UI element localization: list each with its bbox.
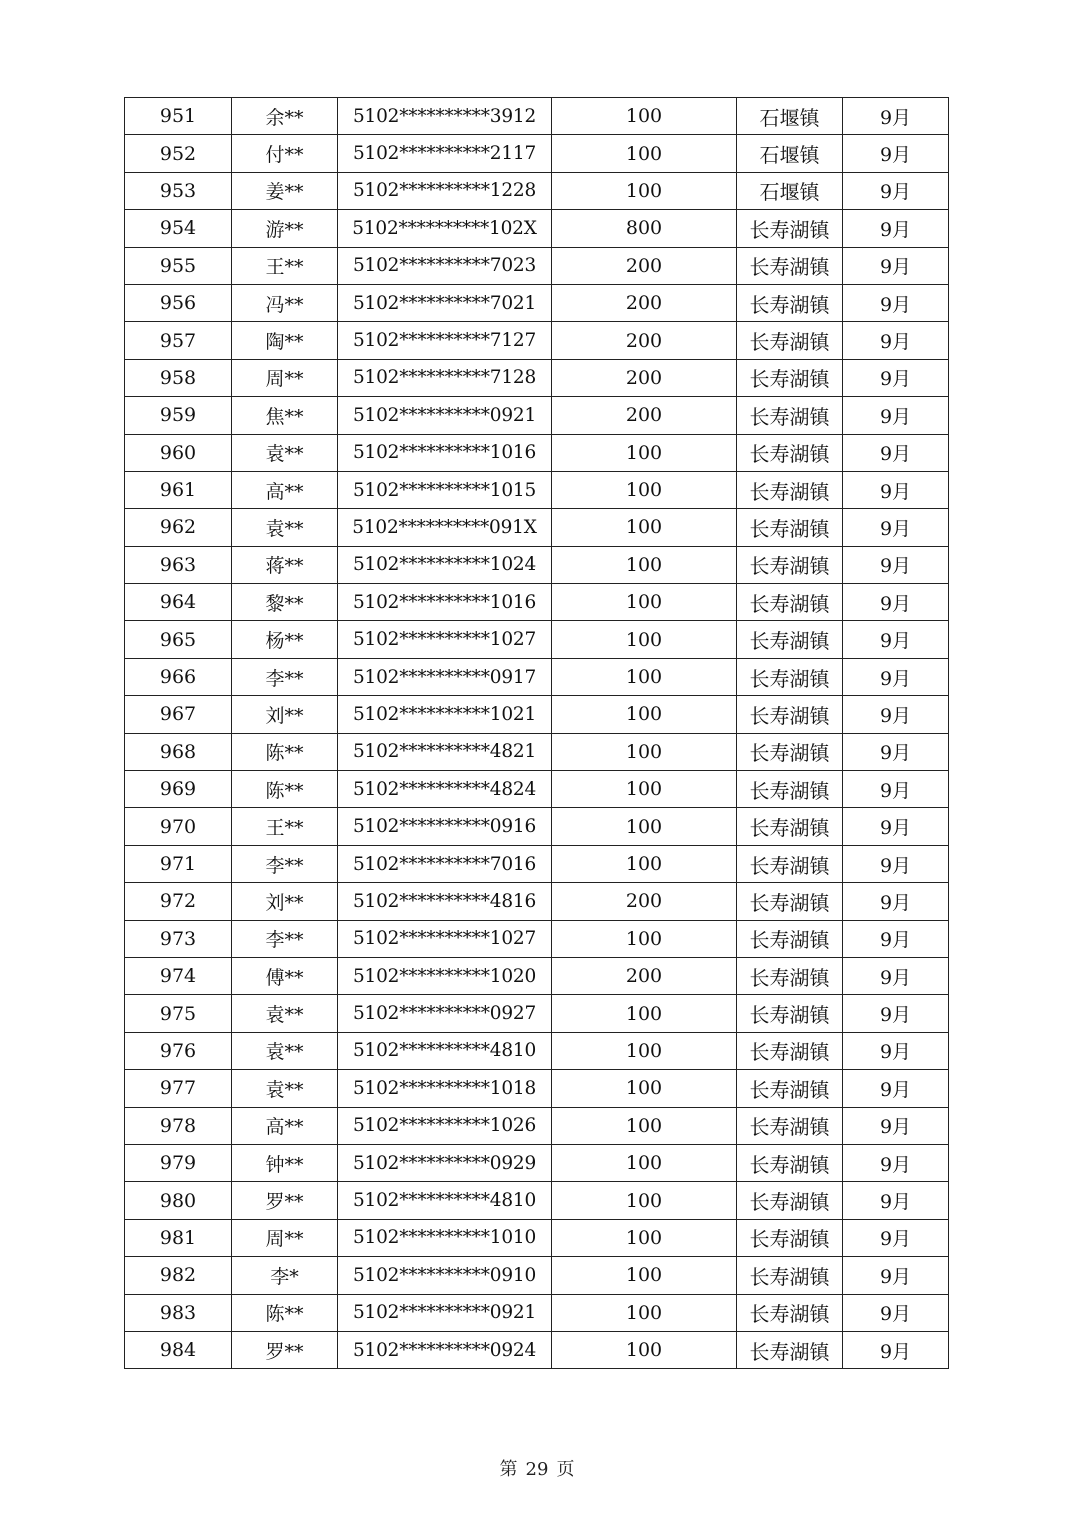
amount-cell: 100 xyxy=(552,509,737,546)
amount-cell: 100 xyxy=(552,1219,737,1256)
data-table xyxy=(124,97,949,1369)
month-cell: 9月 xyxy=(843,696,949,733)
month-cell: 9月 xyxy=(843,808,949,845)
row-number: 978 xyxy=(125,1107,232,1144)
month-cell: 9月 xyxy=(843,210,949,247)
id-number-cell: 5102**********1021 xyxy=(338,696,552,733)
table-row xyxy=(125,1294,949,1331)
amount-cell: 100 xyxy=(552,546,737,583)
town-cell: 石堰镇 xyxy=(737,172,843,209)
month-cell: 9月 xyxy=(843,1219,949,1256)
month-cell: 9月 xyxy=(843,1144,949,1181)
id-number-cell: 5102**********1228 xyxy=(338,172,552,209)
name-cell: 刘** xyxy=(232,696,338,733)
id-number-cell: 5102**********7021 xyxy=(338,284,552,321)
id-number-cell: 5102**********7127 xyxy=(338,322,552,359)
row-number: 965 xyxy=(125,621,232,658)
month-cell: 9月 xyxy=(843,172,949,209)
amount-cell: 100 xyxy=(552,920,737,957)
row-number: 952 xyxy=(125,135,232,172)
month-cell: 9月 xyxy=(843,359,949,396)
row-number: 970 xyxy=(125,808,232,845)
amount-cell: 100 xyxy=(552,1144,737,1181)
town-cell: 长寿湖镇 xyxy=(737,284,843,321)
row-number: 981 xyxy=(125,1219,232,1256)
row-number: 968 xyxy=(125,733,232,770)
table-row xyxy=(125,322,949,359)
id-number-cell: 5102**********4821 xyxy=(338,733,552,770)
id-number-cell: 5102**********0924 xyxy=(338,1331,552,1368)
amount-cell: 100 xyxy=(552,1182,737,1219)
amount-cell: 200 xyxy=(552,284,737,321)
id-number-cell: 5102**********7016 xyxy=(338,845,552,882)
row-number: 954 xyxy=(125,210,232,247)
month-cell: 9月 xyxy=(843,771,949,808)
table-row xyxy=(125,696,949,733)
table-row xyxy=(125,471,949,508)
page-footer-suffix: 页 xyxy=(556,1459,575,1480)
amount-cell: 100 xyxy=(552,733,737,770)
id-number-cell: 5102**********1016 xyxy=(338,584,552,621)
name-cell: 袁** xyxy=(232,1070,338,1107)
name-cell: 袁** xyxy=(232,434,338,471)
table-row xyxy=(125,845,949,882)
id-number-cell: 5102**********0921 xyxy=(338,397,552,434)
row-number: 973 xyxy=(125,920,232,957)
town-cell: 长寿湖镇 xyxy=(737,359,843,396)
table-row xyxy=(125,284,949,321)
table-row xyxy=(125,1144,949,1181)
table-row xyxy=(125,771,949,808)
id-number-cell: 5102**********1020 xyxy=(338,957,552,994)
name-cell: 钟** xyxy=(232,1144,338,1181)
row-number: 962 xyxy=(125,509,232,546)
town-cell: 长寿湖镇 xyxy=(737,621,843,658)
town-cell: 长寿湖镇 xyxy=(737,1070,843,1107)
name-cell: 高** xyxy=(232,471,338,508)
row-number: 969 xyxy=(125,771,232,808)
row-number: 979 xyxy=(125,1144,232,1181)
table-row xyxy=(125,247,949,284)
id-number-cell: 5102**********4816 xyxy=(338,883,552,920)
name-cell: 刘** xyxy=(232,883,338,920)
month-cell: 9月 xyxy=(843,1294,949,1331)
amount-cell: 100 xyxy=(552,1294,737,1331)
town-cell: 长寿湖镇 xyxy=(737,883,843,920)
table-row xyxy=(125,733,949,770)
amount-cell: 100 xyxy=(552,696,737,733)
row-number: 971 xyxy=(125,845,232,882)
table-row xyxy=(125,920,949,957)
month-cell: 9月 xyxy=(843,995,949,1032)
month-cell: 9月 xyxy=(843,434,949,471)
month-cell: 9月 xyxy=(843,621,949,658)
name-cell: 陈** xyxy=(232,771,338,808)
table-row xyxy=(125,995,949,1032)
row-number: 951 xyxy=(125,98,232,135)
name-cell: 陈** xyxy=(232,1294,338,1331)
name-cell: 周** xyxy=(232,359,338,396)
id-number-cell: 5102**********4810 xyxy=(338,1032,552,1069)
id-number-cell: 5102**********7128 xyxy=(338,359,552,396)
month-cell: 9月 xyxy=(843,1070,949,1107)
month-cell: 9月 xyxy=(843,845,949,882)
id-number-cell: 5102**********1026 xyxy=(338,1107,552,1144)
id-number-cell: 5102**********0927 xyxy=(338,995,552,1032)
amount-cell: 100 xyxy=(552,1070,737,1107)
amount-cell: 100 xyxy=(552,1107,737,1144)
town-cell: 长寿湖镇 xyxy=(737,210,843,247)
month-cell: 9月 xyxy=(843,509,949,546)
town-cell: 长寿湖镇 xyxy=(737,546,843,583)
month-cell: 9月 xyxy=(843,883,949,920)
table-row xyxy=(125,808,949,845)
amount-cell: 100 xyxy=(552,621,737,658)
month-cell: 9月 xyxy=(843,471,949,508)
month-cell: 9月 xyxy=(843,658,949,695)
name-cell: 袁** xyxy=(232,1032,338,1069)
row-number: 958 xyxy=(125,359,232,396)
amount-cell: 200 xyxy=(552,397,737,434)
town-cell: 长寿湖镇 xyxy=(737,1107,843,1144)
name-cell: 傅** xyxy=(232,957,338,994)
table-row xyxy=(125,957,949,994)
table-row xyxy=(125,883,949,920)
month-cell: 9月 xyxy=(843,920,949,957)
name-cell: 袁** xyxy=(232,995,338,1032)
table-row xyxy=(125,658,949,695)
amount-cell: 100 xyxy=(552,1032,737,1069)
month-cell: 9月 xyxy=(843,98,949,135)
row-number: 964 xyxy=(125,584,232,621)
month-cell: 9月 xyxy=(843,397,949,434)
id-number-cell: 5102**********0910 xyxy=(338,1257,552,1294)
town-cell: 长寿湖镇 xyxy=(737,1294,843,1331)
town-cell: 长寿湖镇 xyxy=(737,1182,843,1219)
table-row xyxy=(125,1032,949,1069)
id-number-cell: 5102**********3912 xyxy=(338,98,552,135)
row-number: 960 xyxy=(125,434,232,471)
table-body xyxy=(125,98,949,1369)
month-cell: 9月 xyxy=(843,1182,949,1219)
row-number: 959 xyxy=(125,397,232,434)
month-cell: 9月 xyxy=(843,957,949,994)
amount-cell: 200 xyxy=(552,883,737,920)
row-number: 957 xyxy=(125,322,232,359)
town-cell: 长寿湖镇 xyxy=(737,1257,843,1294)
name-cell: 姜** xyxy=(232,172,338,209)
amount-cell: 100 xyxy=(552,98,737,135)
name-cell: 焦** xyxy=(232,397,338,434)
name-cell: 蒋** xyxy=(232,546,338,583)
table-row xyxy=(125,1331,949,1368)
id-number-cell: 5102**********4810 xyxy=(338,1182,552,1219)
name-cell: 周** xyxy=(232,1219,338,1256)
id-number-cell: 5102**********1018 xyxy=(338,1070,552,1107)
month-cell: 9月 xyxy=(843,546,949,583)
id-number-cell: 5102**********091X xyxy=(338,509,552,546)
town-cell: 长寿湖镇 xyxy=(737,434,843,471)
row-number: 982 xyxy=(125,1257,232,1294)
row-number: 980 xyxy=(125,1182,232,1219)
name-cell: 王** xyxy=(232,808,338,845)
amount-cell: 200 xyxy=(552,247,737,284)
amount-cell: 100 xyxy=(552,471,737,508)
page-number: 29 xyxy=(525,1459,549,1480)
id-number-cell: 5102**********102X xyxy=(338,210,552,247)
amount-cell: 100 xyxy=(552,995,737,1032)
name-cell: 余** xyxy=(232,98,338,135)
table-row xyxy=(125,98,949,135)
table-row xyxy=(125,1107,949,1144)
amount-cell: 200 xyxy=(552,359,737,396)
row-number: 984 xyxy=(125,1331,232,1368)
month-cell: 9月 xyxy=(843,284,949,321)
name-cell: 游** xyxy=(232,210,338,247)
month-cell: 9月 xyxy=(843,1331,949,1368)
month-cell: 9月 xyxy=(843,584,949,621)
town-cell: 石堰镇 xyxy=(737,135,843,172)
town-cell: 长寿湖镇 xyxy=(737,995,843,1032)
town-cell: 长寿湖镇 xyxy=(737,957,843,994)
name-cell: 罗** xyxy=(232,1331,338,1368)
town-cell: 长寿湖镇 xyxy=(737,1144,843,1181)
row-number: 966 xyxy=(125,658,232,695)
row-number: 953 xyxy=(125,172,232,209)
amount-cell: 800 xyxy=(552,210,737,247)
amount-cell: 100 xyxy=(552,1331,737,1368)
id-number-cell: 5102**********1024 xyxy=(338,546,552,583)
id-number-cell: 5102**********2117 xyxy=(338,135,552,172)
table-row xyxy=(125,1070,949,1107)
table-row xyxy=(125,621,949,658)
town-cell: 长寿湖镇 xyxy=(737,509,843,546)
row-number: 972 xyxy=(125,883,232,920)
month-cell: 9月 xyxy=(843,733,949,770)
town-cell: 长寿湖镇 xyxy=(737,771,843,808)
row-number: 983 xyxy=(125,1294,232,1331)
table-row xyxy=(125,1182,949,1219)
id-number-cell: 5102**********1015 xyxy=(338,471,552,508)
name-cell: 王** xyxy=(232,247,338,284)
name-cell: 杨** xyxy=(232,621,338,658)
month-cell: 9月 xyxy=(843,135,949,172)
row-number: 967 xyxy=(125,696,232,733)
table-row xyxy=(125,135,949,172)
amount-cell: 100 xyxy=(552,434,737,471)
name-cell: 陶** xyxy=(232,322,338,359)
table-row xyxy=(125,1257,949,1294)
id-number-cell: 5102**********1016 xyxy=(338,434,552,471)
town-cell: 长寿湖镇 xyxy=(737,1331,843,1368)
name-cell: 冯** xyxy=(232,284,338,321)
id-number-cell: 5102**********1010 xyxy=(338,1219,552,1256)
id-number-cell: 5102**********0917 xyxy=(338,658,552,695)
month-cell: 9月 xyxy=(843,247,949,284)
town-cell: 长寿湖镇 xyxy=(737,658,843,695)
month-cell: 9月 xyxy=(843,1257,949,1294)
name-cell: 李** xyxy=(232,845,338,882)
page-footer-prefix: 第 xyxy=(499,1459,518,1480)
table-row xyxy=(125,584,949,621)
id-number-cell: 5102**********0916 xyxy=(338,808,552,845)
row-number: 975 xyxy=(125,995,232,1032)
name-cell: 高** xyxy=(232,1107,338,1144)
row-number: 955 xyxy=(125,247,232,284)
name-cell: 付** xyxy=(232,135,338,172)
id-number-cell: 5102**********7023 xyxy=(338,247,552,284)
town-cell: 长寿湖镇 xyxy=(737,845,843,882)
town-cell: 长寿湖镇 xyxy=(737,471,843,508)
id-number-cell: 5102**********4824 xyxy=(338,771,552,808)
amount-cell: 100 xyxy=(552,584,737,621)
row-number: 976 xyxy=(125,1032,232,1069)
row-number: 963 xyxy=(125,546,232,583)
page-footer xyxy=(0,1455,1074,1481)
table-row xyxy=(125,546,949,583)
amount-cell: 200 xyxy=(552,322,737,359)
amount-cell: 100 xyxy=(552,808,737,845)
amount-cell: 100 xyxy=(552,845,737,882)
month-cell: 9月 xyxy=(843,1032,949,1069)
name-cell: 罗** xyxy=(232,1182,338,1219)
town-cell: 长寿湖镇 xyxy=(737,733,843,770)
amount-cell: 100 xyxy=(552,1257,737,1294)
name-cell: 陈** xyxy=(232,733,338,770)
amount-cell: 100 xyxy=(552,135,737,172)
table-row xyxy=(125,509,949,546)
town-cell: 长寿湖镇 xyxy=(737,247,843,284)
table-row xyxy=(125,434,949,471)
town-cell: 长寿湖镇 xyxy=(737,696,843,733)
name-cell: 黎** xyxy=(232,584,338,621)
amount-cell: 100 xyxy=(552,658,737,695)
amount-cell: 100 xyxy=(552,172,737,209)
row-number: 977 xyxy=(125,1070,232,1107)
row-number: 961 xyxy=(125,471,232,508)
id-number-cell: 5102**********0921 xyxy=(338,1294,552,1331)
name-cell: 袁** xyxy=(232,509,338,546)
town-cell: 石堰镇 xyxy=(737,98,843,135)
id-number-cell: 5102**********1027 xyxy=(338,920,552,957)
town-cell: 长寿湖镇 xyxy=(737,808,843,845)
table-row xyxy=(125,210,949,247)
amount-cell: 200 xyxy=(552,957,737,994)
town-cell: 长寿湖镇 xyxy=(737,584,843,621)
name-cell: 李** xyxy=(232,920,338,957)
table-row xyxy=(125,1219,949,1256)
town-cell: 长寿湖镇 xyxy=(737,1032,843,1069)
amount-cell: 100 xyxy=(552,771,737,808)
id-number-cell: 5102**********1027 xyxy=(338,621,552,658)
town-cell: 长寿湖镇 xyxy=(737,1219,843,1256)
month-cell: 9月 xyxy=(843,1107,949,1144)
town-cell: 长寿湖镇 xyxy=(737,322,843,359)
row-number: 956 xyxy=(125,284,232,321)
town-cell: 长寿湖镇 xyxy=(737,920,843,957)
month-cell: 9月 xyxy=(843,322,949,359)
name-cell: 李* xyxy=(232,1257,338,1294)
id-number-cell: 5102**********0929 xyxy=(338,1144,552,1181)
table-row xyxy=(125,397,949,434)
name-cell: 李** xyxy=(232,658,338,695)
row-number: 974 xyxy=(125,957,232,994)
table-row xyxy=(125,172,949,209)
table-row xyxy=(125,359,949,396)
town-cell: 长寿湖镇 xyxy=(737,397,843,434)
